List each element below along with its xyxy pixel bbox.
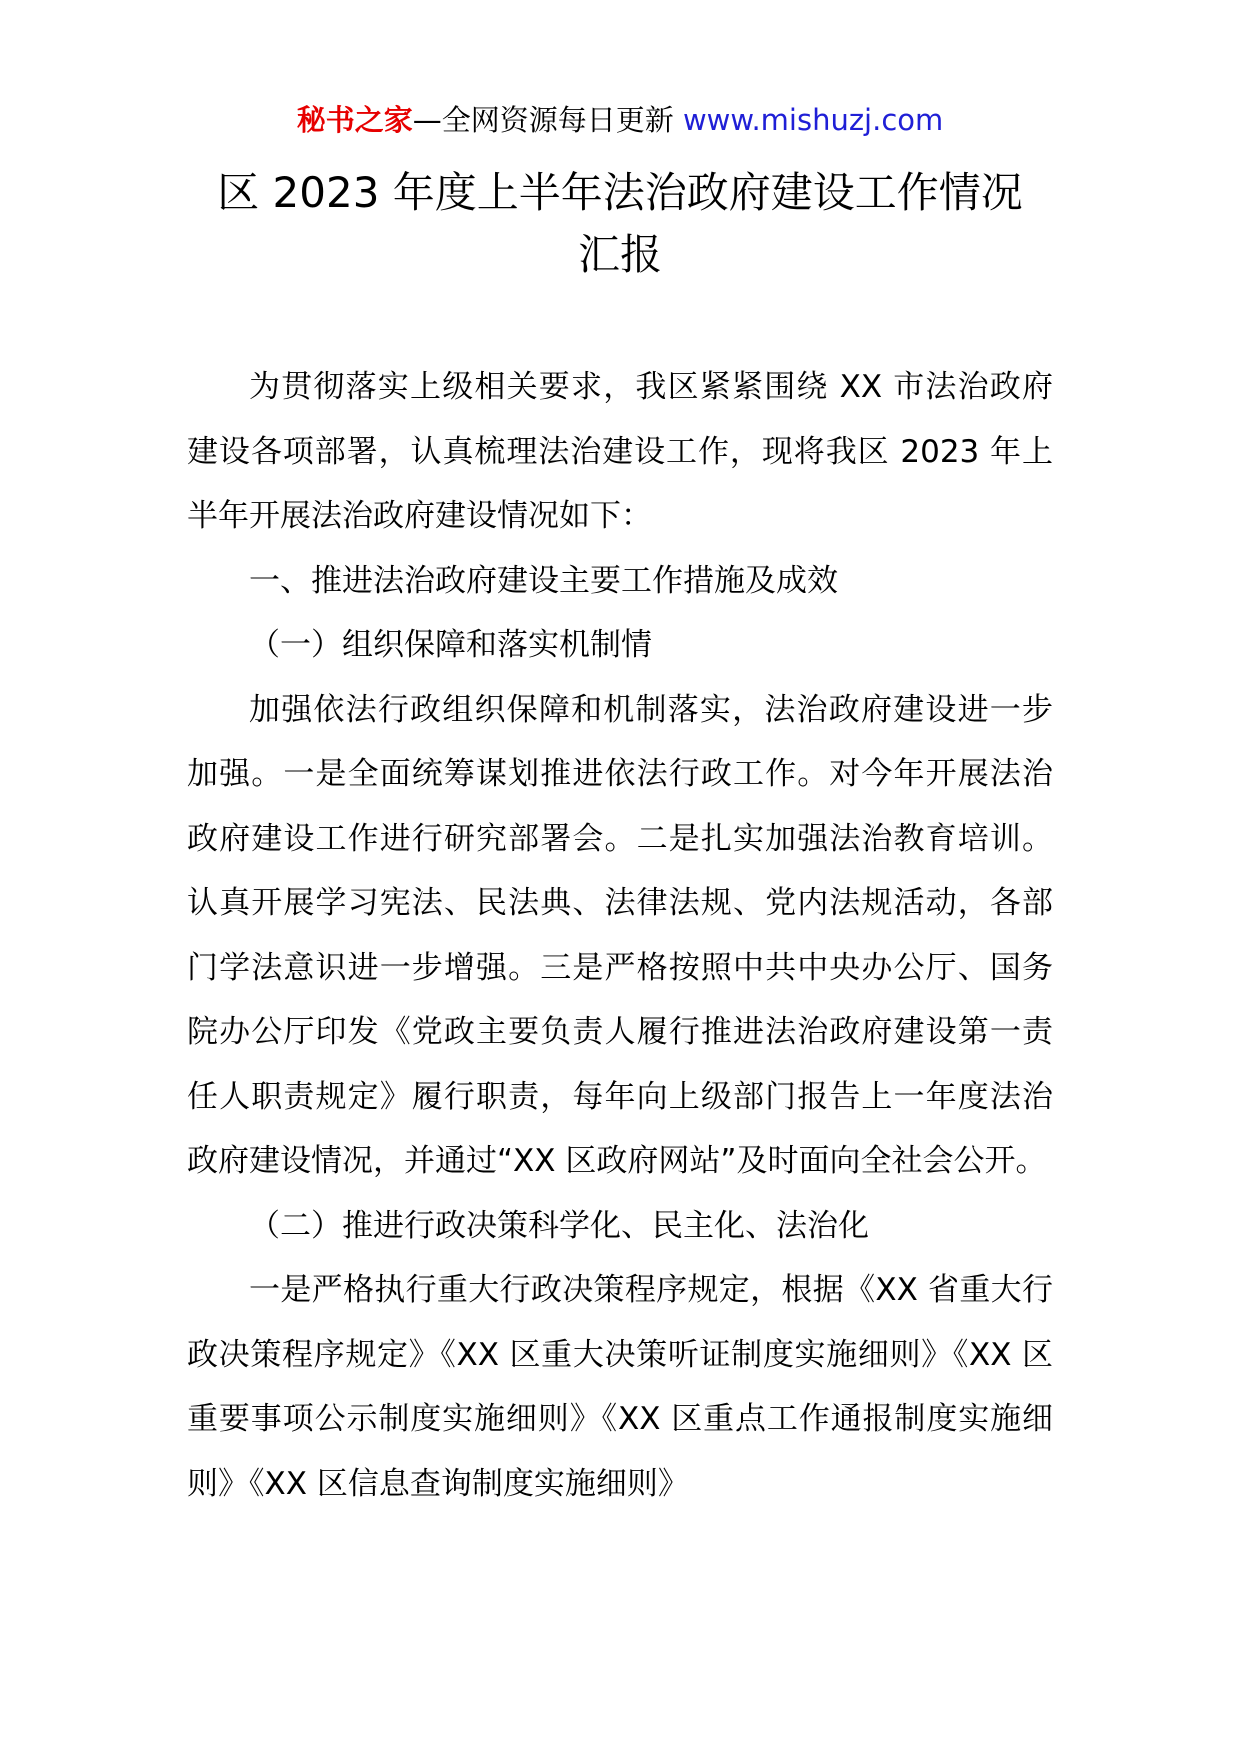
- body-paragraph-1: 加强依法行政组织保障和机制落实，法治政府建设进一步加强。一是全面统筹谋划推进依法行政工作。对今年开展法治政府建设工作进行研究部署会。二是扎实加强法治教育培训。认真开展学习宪法、民法典、法律法规、党内法规活动，各部门学法意识进一步增强。三是严格按照中共中央办公厅、国务院办公厅印发《党政主要负责人履行推进法治政府建设第一责任人职责规定》履行职责，每年向上级部门报告上一年度法治政府建设情况，并通过“XX 区政府网站”及时面向全社会公开。: [187, 691, 1053, 1179]
- subsection-heading-1: （一）组织保障和落实机制情: [249, 627, 652, 663]
- document-title-line-2: 汇报: [577, 230, 662, 279]
- intro-paragraph: 为贯彻落实上级相关要求，我区紧紧围绕 XX 市法治政府建设各项部署，认真梳理法治建设工作，现将我区 2023 年上半年开展法治政府建设情况如下：: [187, 369, 1053, 534]
- document-title-line-1: 区 2023 年度上半年法治政府建设工作情况: [217, 168, 1023, 217]
- document-title: [130, 162, 1110, 286]
- section-heading-1: 一、推进法治政府建设主要工作措施及成效: [249, 562, 838, 599]
- subsection-heading-2: （二）推进行政决策科学化、民主化、法治化: [249, 1207, 869, 1244]
- document-body: [187, 355, 1053, 1516]
- site-url-link[interactable]: www.mishuzj.com: [682, 103, 944, 137]
- body-paragraph-2: 一是严格执行重大行政决策程序规定，根据《XX 省重大行政决策程序规定》《XX 区重大决策听证制度实施细则》《XX 区重要事项公示制度实施细则》《XX 区重点工作通报制度实施细则》《XX 区信息查询制度实施细则》: [187, 1272, 1053, 1502]
- site-header: [0, 100, 1240, 140]
- site-name: 秘书之家: [296, 103, 413, 137]
- site-tagline: —全网资源每日更新: [412, 103, 674, 137]
